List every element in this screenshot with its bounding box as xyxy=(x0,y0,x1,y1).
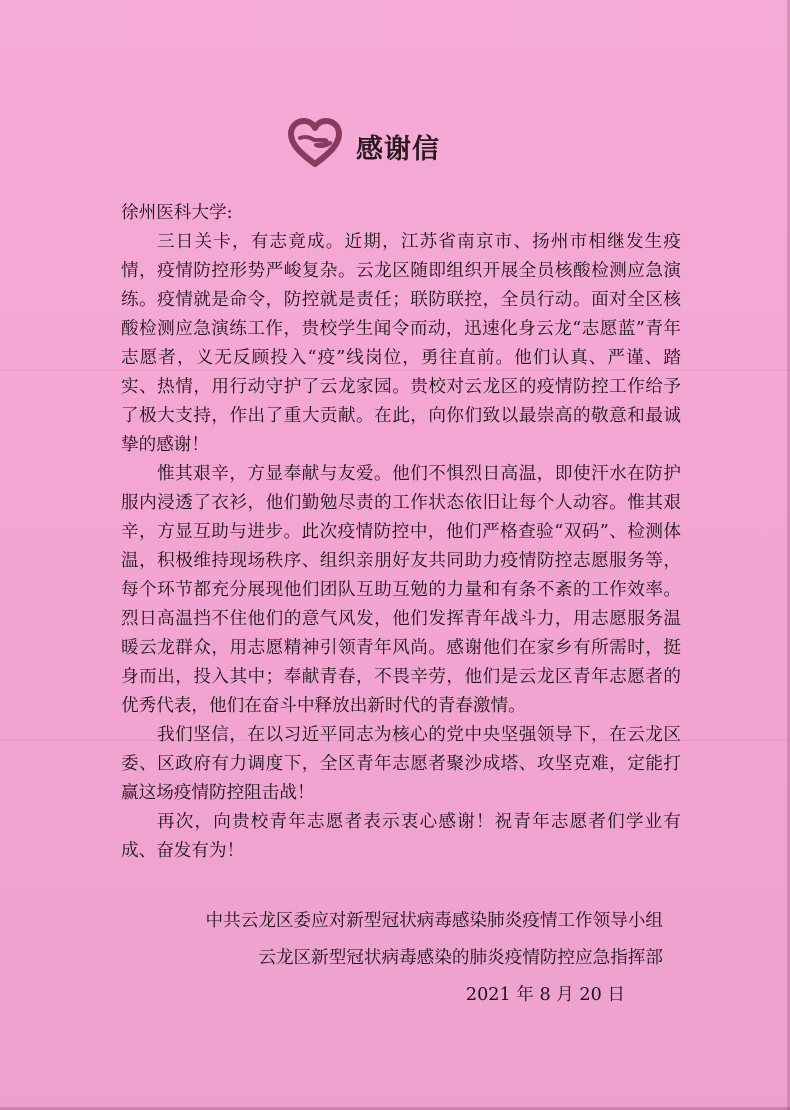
letter-paragraph: 惟其艰辛，方显奉献与友爱。他们不惧烈日高温，即使汗水在防护服内浸透了衣衫，他们勤勉尽责的工作状态依旧让每个人动容。惟其艰辛，方显互助与进步。此次疫情防控中，他们严格查验“双码”、检测体温，积极维持现场秩序、组织亲朋好友共同助力疫情防控志愿服务等，每个环节都充分展现他们团队互助互勉的力量和有条不紊的工作效率。烈日高温挡不住他们的意气风发，他们发挥青年战斗力，用志愿服务温暖云龙群众，用志愿精神引领青年风尚。感谢他们在家乡有所需时，挺身而出，投入其中；奉献青春，不畏辛劳，他们是云龙区青年志愿者的优秀代表，他们在奋斗中释放出新时代的青春激情。 xyxy=(121,464,681,716)
letter-body xyxy=(121,199,681,866)
letter-heading xyxy=(286,116,440,170)
signatory-command-center: 云龙区新型冠状病毒感染的肺炎疫情防控应急指挥部 xyxy=(258,948,663,968)
letter-date: 2021 年 8 月 20 日 xyxy=(465,985,625,1005)
heart-hand-icon xyxy=(286,116,344,170)
letter-paragraph: 再次，向贵校青年志愿者表示衷心感谢！祝青年志愿者们学业有成、奋发有为！ xyxy=(121,812,681,861)
letter-title: 感谢信 xyxy=(356,133,440,165)
letter-salutation: 徐州医科大学: xyxy=(121,203,233,223)
letter-paragraph: 三日关卡，有志竟成。近期，江苏省南京市、扬州市相继发生疫情，疫情防控形势严峻复杂。云龙区随即组织开展全员核酸检测应急演练。疫情就是命令，防控就是责任；联防联控，全员行动。面对全区核酸检测应急演练工作，贵校学生闻令而动，迅速化身云龙“志愿蓝”青年志愿者，义无反顾投入“疫”线岗位，勇往直前。他们认真、严谨、踏实、热情，用行动守护了云龙家园。贵校对云龙区的疫情防控工作给予了极大支持，作出了重大贡献。在此，向你们致以最崇高的敬意和最诚挚的感谢！ xyxy=(121,232,681,455)
letter-paragraph: 我们坚信，在以习近平同志为核心的党中央坚强领导下，在云龙区委、区政府有力调度下，全区青年志愿者聚沙成塔、攻坚克难，定能打赢这场疫情防控阻击战！ xyxy=(121,725,681,803)
signatory-leading-group: 中共云龙区委应对新型冠状病毒感染肺炎疫情工作领导小组 xyxy=(205,911,663,931)
